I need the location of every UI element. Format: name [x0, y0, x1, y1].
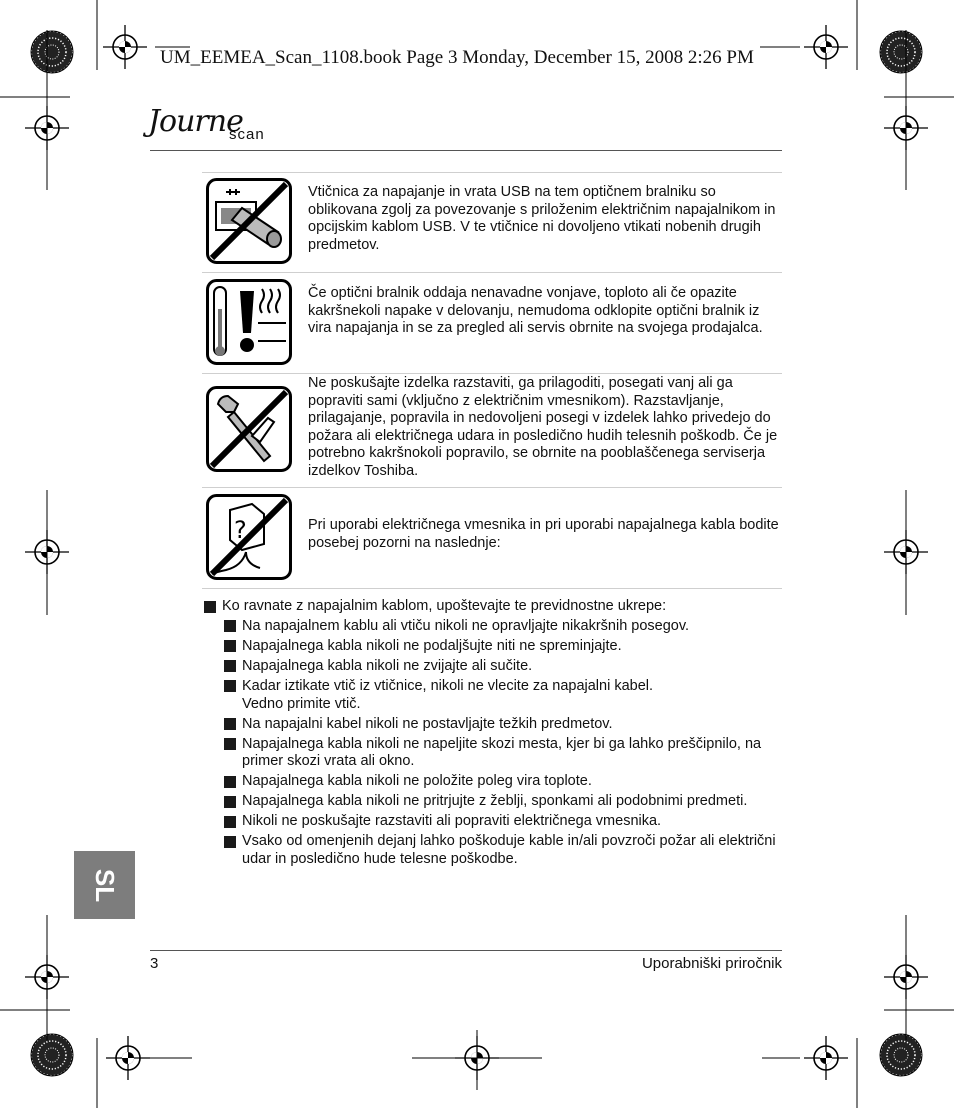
header-rule — [150, 150, 782, 151]
list-item: Napajalnega kabla nikoli ne napeljite skozi mesta, kjer bi ga lahko preščipnilo, na primer skozi vrata ali okno. — [224, 736, 784, 771]
bullet-square-icon — [224, 660, 236, 672]
overheat-warning-icon — [206, 279, 292, 365]
bullet-square-icon — [224, 680, 236, 692]
registration-star-bl — [31, 1034, 73, 1076]
print-header: UM_EEMEA_Scan_1108.book Page 3 Monday, December 15, 2008 2:26 PM — [160, 47, 754, 68]
bullet-square-icon — [224, 738, 236, 750]
bullet-square-icon — [224, 776, 236, 788]
list-item: Nikoli ne poskušajte razstaviti ali popraviti električnega vmesnika. — [224, 813, 784, 831]
bullet-square-icon — [224, 718, 236, 730]
warning-text-overheat: Če optični bralnik oddaja nenavadne vonjave, toploto ali če opazite kakršnekoli napake v delovanju, nemudoma odklopite optični bralnik iz vira napajanja in se za pregled ali servis obrnite na svojega prodajalca. — [308, 285, 763, 337]
list-item: Napajalnega kabla nikoli ne zvijajte ali sučite. — [224, 658, 784, 676]
bullet-square-icon — [224, 796, 236, 808]
brand-logo-script: Journe — [148, 104, 243, 139]
table-separator — [202, 373, 782, 374]
list-item: Vsako od omenjenih dejanj lahko poškoduje kable in/ali povzroči požar ali električni udar in posledično hude telesne poškodbe. — [224, 833, 784, 868]
list-item: Napajalnega kabla nikoli ne položite poleg vira toplote. — [224, 773, 784, 791]
list-item: Na napajalni kabel nikoli ne postavljajte težkih predmetov. — [224, 716, 784, 734]
warning-text-disassembly: Ne poskušajte izdelka razstaviti, ga prilagoditi, posegati vanj ali ga popraviti sami (vključno z električnim vmesnikom). Razstavljanje, prilagajanje, popravila in nedovoljeni posegi v izdelek lahko privedejo do požara ali električnega udara in posledično hudih telesnih poškodb. Če je potrebno kakršnokoli popravilo, se obrnite na pooblaščenega serviserja izdelkov Toshiba. — [308, 375, 778, 479]
bullet-square-icon — [224, 640, 236, 652]
brand-logo-word: scan — [229, 126, 265, 143]
warning-text-usb: Vtičnica za napajanje in vrata USB na tem optičnem bralniku so oblikovana zgolj za povezovanje s priloženim električnim napajalnikom in opcijskim kablom USB. V te vtičnice ni dovoljeno vtikati nobenih drugih predmetov. — [308, 184, 776, 253]
list-item: Na napajalnem kablu ali vtiču nikoli ne opravljajte nikakršnih posegov. — [224, 618, 784, 636]
list-item: Kadar iztikate vtič iz vtičnice, nikoli ne vlecite za napajalni kabel. Vedno primite vtič. — [224, 678, 784, 713]
list-item: Napajalnega kabla nikoli ne pritrjujte z žeblji, sponkami ali podobnimi predmeti. — [224, 793, 784, 811]
table-separator — [202, 272, 782, 273]
usb-plug-prohibited-icon — [206, 178, 292, 264]
footer-rule — [150, 950, 782, 951]
page-number: 3 — [150, 955, 159, 972]
bullet-square-icon — [224, 836, 236, 848]
manual-title: Uporabniški priročnik — [641, 955, 782, 972]
registration-star-tl — [31, 31, 73, 73]
registration-star-br — [880, 1034, 922, 1076]
list-item: Ko ravnate z napajalnim kablom, upoštevajte te previdnostne ukrepe: — [204, 598, 784, 616]
list-item: Napajalnega kabla nikoli ne podaljšujte niti ne spreminjajte. — [224, 638, 784, 656]
svg-text:?: ? — [234, 516, 247, 544]
table-separator — [202, 172, 782, 173]
table-separator — [202, 588, 782, 589]
table-separator — [202, 487, 782, 488]
adapter-question-icon — [206, 494, 292, 580]
power-cord-precautions — [204, 598, 784, 871]
bullet-square-icon — [224, 816, 236, 828]
bullet-square-icon — [224, 620, 236, 632]
no-disassembly-wrench-icon — [206, 386, 292, 472]
language-tab-label: SL — [89, 868, 120, 902]
bullet-square-icon — [204, 601, 216, 613]
registration-star-tr — [880, 31, 922, 73]
warning-text-adapter: Pri uporabi električnega vmesnika in pri uporabi napajalnega kabla bodite posebej pozorni na naslednje: — [308, 517, 779, 551]
